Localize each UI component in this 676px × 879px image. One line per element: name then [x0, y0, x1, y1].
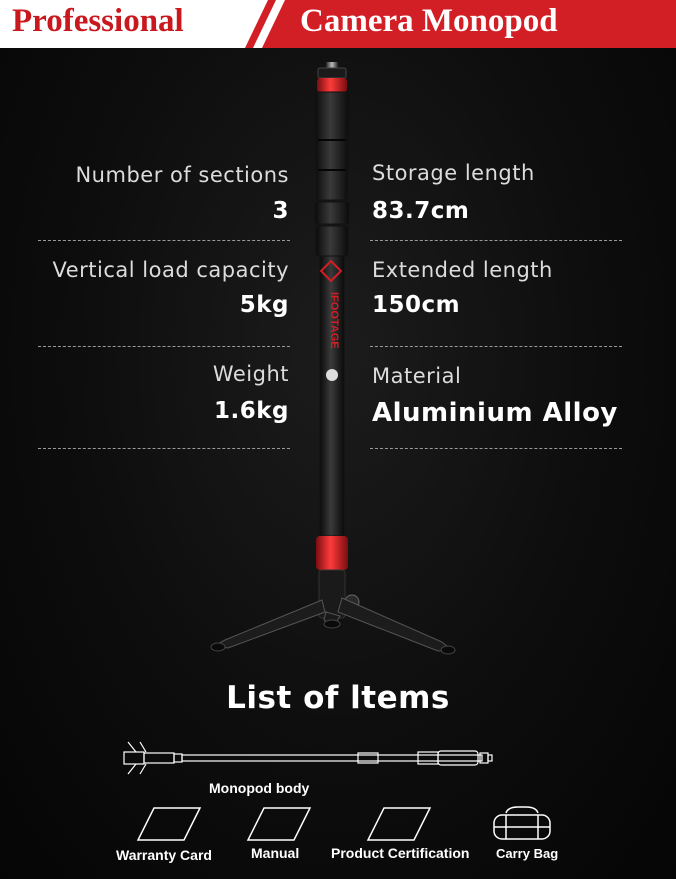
- spec-label-load: Vertical load capacity: [52, 258, 289, 282]
- item-warranty-card: Warranty Card: [116, 847, 212, 863]
- warranty-card-icon: [134, 806, 204, 842]
- top-red-ring: [317, 78, 347, 92]
- header-title-right: Camera Monopod: [300, 3, 558, 39]
- spec-label-material: Material: [372, 364, 462, 388]
- bottom-red-ring: [316, 536, 348, 570]
- spec-value-extended: 150cm: [372, 292, 461, 318]
- divider-left-2: [38, 346, 290, 347]
- foot-right: [338, 598, 452, 651]
- item-manual: Manual: [251, 845, 300, 861]
- spec-label-extended: Extended length: [372, 258, 553, 282]
- top-plate: [318, 68, 346, 78]
- foot-tip-right: [441, 646, 455, 654]
- spec-value-load: 5kg: [239, 292, 289, 318]
- spec-label-sections: Number of sections: [75, 163, 289, 187]
- middle-collar: [316, 226, 348, 256]
- spec-value-material: Aluminium Alloy: [372, 398, 618, 428]
- item-product-certification: Product Certification: [331, 845, 470, 861]
- item-carry-bag: Carry Bag: [496, 846, 559, 861]
- carry-bag-icon: [490, 805, 554, 843]
- spec-label-storage: Storage length: [372, 161, 535, 185]
- manual-icon: [244, 806, 314, 842]
- divider-left-1: [38, 240, 290, 241]
- monopod-body-drawing: [118, 738, 548, 778]
- divider-right-3: [370, 448, 622, 449]
- foot-tip-left: [211, 643, 225, 651]
- brand-text: IFOOTAGE: [328, 292, 340, 349]
- grip: [315, 92, 349, 200]
- divider-right-1: [370, 240, 622, 241]
- spec-value-storage: 83.7cm: [372, 198, 470, 224]
- spec-value-sections: 3: [272, 198, 289, 224]
- list-title: List of ltems: [226, 680, 450, 716]
- divider-left-3: [38, 448, 290, 449]
- upper-collar: [315, 202, 349, 224]
- divider-right-2: [370, 346, 622, 347]
- tube-badge: [326, 369, 338, 381]
- spec-label-weight: Weight: [212, 362, 289, 386]
- foot-left: [214, 600, 325, 648]
- spec-value-weight: 1.6kg: [213, 398, 289, 424]
- foot-tip-front: [324, 620, 340, 628]
- item-monopod-body: Monopod body: [209, 780, 310, 796]
- certification-icon: [364, 806, 434, 842]
- header-title-left: Professional: [12, 3, 184, 39]
